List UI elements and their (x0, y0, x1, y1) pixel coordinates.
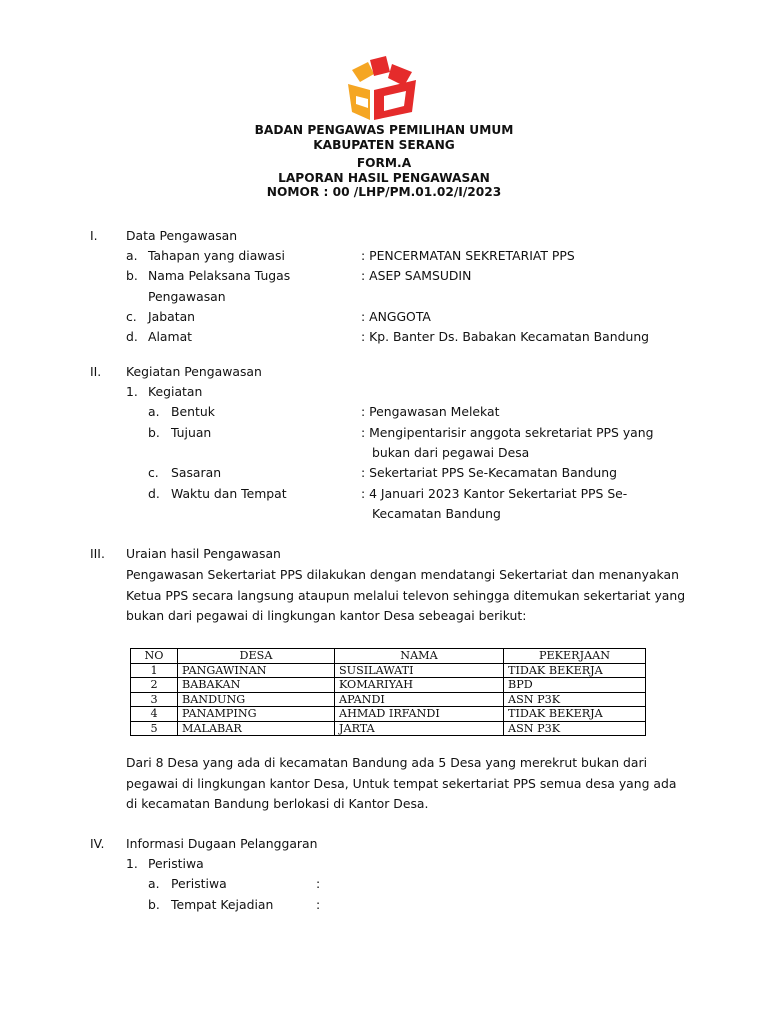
cell-pekerjaan: ASN P3K (504, 721, 646, 736)
s4-item-a-value: : (316, 876, 321, 891)
header-number: NOMOR : 00 /LHP/PM.01.02/I/2023 (266, 185, 502, 199)
cell-pekerjaan: TIDAK BEKERJA (504, 707, 646, 722)
s2-item-c-value: : Sekertariat PPS Se-Kecamatan Bandung (361, 465, 617, 480)
cell-pekerjaan: ASN P3K (504, 692, 646, 707)
table-row (131, 692, 646, 707)
s4-item-a-letter: a. (148, 876, 160, 891)
s2-item-a-value: : Pengawasan Melekat (361, 404, 500, 419)
paragraph-line: Dari 8 Desa yang ada di kecamatan Bandung ada 5 Desa yang merekrut bukan dari (126, 755, 648, 770)
section-1-title: Data Pengawasan (126, 228, 238, 243)
section-1-number: I. (90, 228, 98, 243)
s2-item-b-label: Tujuan (171, 425, 212, 440)
paragraph-line: Pengawasan Sekertariat PPS dilakukan dengan mendatangi Sekertariat dan menanyakan (126, 567, 679, 582)
table-row (131, 721, 646, 736)
s1-item-a-letter: a. (126, 248, 138, 263)
s1-item-a-label: Tahapan yang diawasi (148, 248, 285, 263)
header-pekerjaan: PEKERJAAN (504, 649, 646, 664)
header-nama: NAMA (335, 649, 504, 664)
s4-item-b-label: Tempat Kejadian (171, 897, 274, 912)
s1-item-d-value: : Kp. Banter Ds. Babakan Kecamatan Bandung (361, 329, 650, 344)
s1-item-b-letter: b. (126, 268, 138, 283)
table-row (131, 707, 646, 722)
cell-desa: BABAKAN (178, 678, 335, 693)
section-3-paragraph-2 (126, 753, 686, 815)
cell-no: 2 (131, 678, 178, 693)
s1-item-b-value: : ASEP SAMSUDIN (361, 268, 472, 283)
s1-item-c-label: Jabatan (148, 309, 196, 324)
s2-sub-number: 1. (126, 384, 138, 399)
cell-pekerjaan: BPD (504, 678, 646, 693)
header-no: NO (131, 649, 178, 664)
s1-item-d-letter: d. (126, 329, 138, 344)
s1-item-b-label-cont: Pengawasan (148, 289, 226, 304)
cell-no: 1 (131, 663, 178, 678)
cell-no: 3 (131, 692, 178, 707)
s2-item-d-value: : 4 Januari 2023 Kantor Sekertariat PPS Se- (361, 486, 628, 501)
s2-item-b-letter: b. (148, 425, 160, 440)
table-header-row (131, 649, 646, 664)
desa-table (130, 648, 646, 736)
s1-item-d-label: Alamat (148, 329, 193, 344)
section-2-number: II. (90, 364, 102, 379)
table-row (131, 663, 646, 678)
section-4-number: IV. (90, 836, 105, 851)
s1-item-a-value: : PENCERMATAN SEKRETARIAT PPS (361, 248, 575, 263)
section-3-number: III. (90, 546, 105, 561)
s2-item-a-letter: a. (148, 404, 160, 419)
table-row (131, 678, 646, 693)
paragraph-line: pegawai di lingkungan kantor Desa, Untuk tempat sekertariat PPS semua desa yang ada (126, 775, 677, 791)
paragraph-line: di kecamatan Bandung berlokasi di Kantor Desa. (126, 796, 429, 811)
s2-sub-title: Kegiatan (148, 384, 203, 399)
s1-item-c-letter: c. (126, 309, 137, 324)
paragraph-line: Ketua PPS secara langsung ataupun melalui televon sehingga ditemukan sekertariat yang (126, 587, 686, 603)
s1-item-b-label: Nama Pelaksana Tugas (148, 268, 291, 283)
cell-desa: PANAMPING (178, 707, 335, 722)
header-org: BADAN PENGAWAS PEMILIHAN UMUM (254, 123, 514, 137)
section-2-title: Kegiatan Pengawasan (126, 364, 262, 379)
s4-item-b-letter: b. (148, 897, 160, 912)
s2-item-d-letter: d. (148, 486, 160, 501)
cell-nama: KOMARIYAH (335, 678, 504, 693)
cell-nama: AHMAD IRFANDI (335, 707, 504, 722)
cell-nama: SUSILAWATI (335, 663, 504, 678)
header-form: FORM.A (356, 156, 412, 170)
s2-item-c-label: Sasaran (171, 465, 222, 480)
s2-item-c-letter: c. (148, 465, 159, 480)
s4-sub-title: Peristiwa (148, 856, 204, 871)
s2-item-d-label: Waktu dan Tempat (171, 486, 287, 501)
s2-item-d-value-cont: Kecamatan Bandung (372, 506, 501, 521)
s4-sub-number: 1. (126, 856, 138, 871)
cell-nama: JARTA (335, 721, 504, 736)
cell-desa: MALABAR (178, 721, 335, 736)
cell-desa: PANGAWINAN (178, 663, 335, 678)
section-3-title: Uraian hasil Pengawasan (126, 546, 281, 561)
bawaslu-logo-icon (346, 56, 418, 122)
cell-desa: BANDUNG (178, 692, 335, 707)
paragraph-line: bukan dari pegawai di lingkungan kantor Desa sebeagai berikut: (126, 608, 527, 623)
s2-item-a-label: Bentuk (171, 404, 215, 419)
s2-item-b-value-cont: bukan dari pegawai Desa (372, 445, 530, 460)
header-title: LAPORAN HASIL PENGAWASAN (278, 171, 490, 185)
section-4-title: Informasi Dugaan Pelanggaran (126, 836, 318, 851)
s1-item-c-value: : ANGGOTA (361, 309, 431, 324)
header-desa: DESA (178, 649, 335, 664)
s4-item-b-value: : (316, 897, 321, 912)
cell-pekerjaan: TIDAK BEKERJA (504, 663, 646, 678)
section-3-paragraph-1 (126, 565, 686, 627)
s2-item-b-value: : Mengipentarisir anggota sekretariat PPS yang (361, 425, 654, 440)
cell-no: 5 (131, 721, 178, 736)
cell-no: 4 (131, 707, 178, 722)
header-region: KABUPATEN SERANG (313, 138, 455, 152)
s4-item-a-label: Peristiwa (171, 876, 227, 891)
cell-nama: APANDI (335, 692, 504, 707)
